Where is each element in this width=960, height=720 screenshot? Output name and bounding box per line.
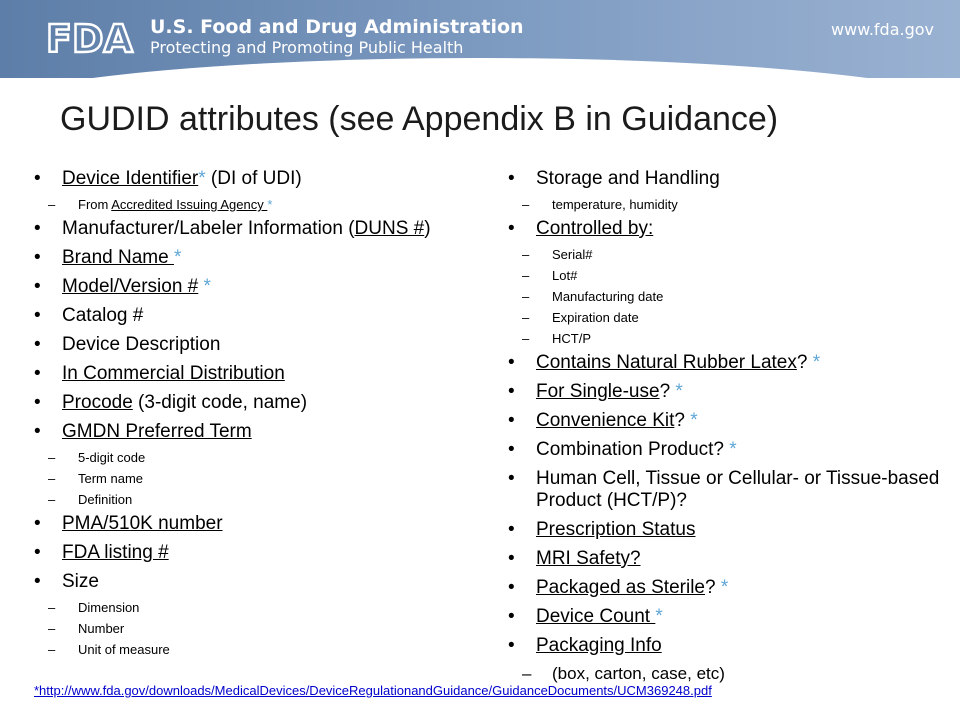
sub-item: – Manufacturing date xyxy=(508,289,948,305)
agency-name: U.S. Food and Drug Administration xyxy=(150,16,524,38)
list-text: Manufacturer/Labeler Information ( xyxy=(62,218,355,239)
latex-link[interactable]: Contains Natural Rubber Latex xyxy=(536,352,797,373)
list-text: ? xyxy=(796,352,813,373)
right-column xyxy=(508,168,948,689)
required-star: * xyxy=(675,381,683,402)
list-item-storage: • Storage and Handling xyxy=(508,168,948,190)
list-item-device-identifier xyxy=(34,168,464,190)
required-star: * xyxy=(198,276,211,297)
sub-item: – HCT/P xyxy=(508,331,948,347)
list-item-device-description: • Device Description xyxy=(34,334,464,356)
sub-item: – (box, carton, case, etc) xyxy=(508,664,948,684)
footer-url-link[interactable]: *http://www.fda.gov/downloads/MedicalDevices/DeviceRegulationandGuidance/GuidanceDocuments/UCM369248.pdf xyxy=(34,683,712,698)
list-text: ? xyxy=(674,410,691,431)
sub-item: – Number xyxy=(34,621,464,637)
list-item-procode xyxy=(34,392,464,414)
list-item-fda-listing xyxy=(34,542,464,564)
sterile-link[interactable]: Packaged as Sterile xyxy=(536,577,705,598)
list-item-model-version xyxy=(34,276,464,298)
required-star: * xyxy=(690,410,698,431)
list-item-manufacturer xyxy=(34,218,464,240)
controlled-by-link[interactable]: Controlled by: xyxy=(536,218,654,239)
required-star: * xyxy=(729,439,737,460)
device-identifier-link[interactable]: Device Identifier xyxy=(62,168,199,189)
list-item-sterile xyxy=(508,577,948,599)
sub-item: – Term name xyxy=(34,471,464,487)
sub-text: From xyxy=(78,197,112,212)
list-item-combination-product xyxy=(508,439,948,461)
list-item-commercial-distribution xyxy=(34,363,464,385)
duns-link[interactable]: DUNS # xyxy=(354,218,425,239)
agency-tagline: Protecting and Promoting Public Health xyxy=(150,38,464,57)
device-count-link[interactable]: Device Count xyxy=(536,606,656,627)
list-item-latex xyxy=(508,352,948,374)
list-item-gmdn xyxy=(34,421,464,443)
agency-block xyxy=(150,16,524,58)
required-star: * xyxy=(267,197,273,212)
convenience-kit-link[interactable]: Convenience Kit xyxy=(536,410,675,431)
issuing-agency-link[interactable]: Accredited Issuing Agency xyxy=(111,197,268,212)
mri-link[interactable]: MRI Safety? xyxy=(536,548,641,569)
pma-link[interactable]: PMA/510K number xyxy=(62,513,223,534)
sub-item: – Serial# xyxy=(508,247,948,263)
procode-link[interactable]: Procode xyxy=(62,392,133,413)
brand-name-link[interactable]: Brand Name xyxy=(62,247,174,268)
sub-item: – Dimension xyxy=(34,600,464,616)
sub-item: – Definition xyxy=(34,492,464,508)
packaging-link[interactable]: Packaging Info xyxy=(536,635,662,656)
fda-logo xyxy=(44,16,140,58)
list-item-brand-name xyxy=(34,247,464,269)
sub-item: – 5-digit code xyxy=(34,450,464,466)
list-item-catalog: • Catalog # xyxy=(34,305,464,327)
single-use-link[interactable]: For Single-use xyxy=(536,381,660,402)
gmdn-link[interactable]: GMDN Preferred Term xyxy=(62,421,252,442)
sub-item: – Expiration date xyxy=(508,310,948,326)
list-item-hct-p: • Human Cell, Tissue or Cellular- or Tissue-based Product (HCT/P)? xyxy=(508,468,948,512)
list-item-size: • Size xyxy=(34,571,464,593)
list-item-convenience-kit xyxy=(508,410,948,432)
fda-listing-link[interactable]: FDA listing # xyxy=(62,542,169,563)
list-text: ? xyxy=(659,381,676,402)
required-star: * xyxy=(198,168,206,189)
sub-item-issuing-agency xyxy=(34,197,464,213)
model-version-link[interactable]: Model/Version # xyxy=(62,276,199,297)
list-item-single-use xyxy=(508,381,948,403)
list-item-mri xyxy=(508,548,948,570)
list-text: (3-digit code, name) xyxy=(132,392,308,413)
list-text: ? xyxy=(705,577,721,598)
logo-text: FDA xyxy=(46,17,133,58)
required-star: * xyxy=(655,606,663,627)
list-item-device-count xyxy=(508,606,948,628)
required-star: * xyxy=(173,247,182,268)
required-star: * xyxy=(812,352,821,373)
commercial-distribution-link[interactable]: In Commercial Distribution xyxy=(62,363,285,384)
required-star: * xyxy=(720,577,729,598)
list-text: Combination Product? xyxy=(536,439,730,460)
list-item-packaging xyxy=(508,635,948,657)
prescription-link[interactable]: Prescription Status xyxy=(536,519,696,540)
left-column xyxy=(34,168,464,663)
list-item-prescription xyxy=(508,519,948,541)
list-text: (DI of UDI) xyxy=(205,168,302,189)
sub-item: – temperature, humidity xyxy=(508,197,948,213)
slide-title: GUDID attributes (see Appendix B in Guidance) xyxy=(60,100,779,138)
sub-item: – Lot# xyxy=(508,268,948,284)
list-text: ) xyxy=(424,218,431,239)
site-url[interactable]: www.fda.gov xyxy=(831,20,934,39)
list-item-pma xyxy=(34,513,464,535)
sub-item: – Unit of measure xyxy=(34,642,464,658)
list-item-controlled-by xyxy=(508,218,948,240)
